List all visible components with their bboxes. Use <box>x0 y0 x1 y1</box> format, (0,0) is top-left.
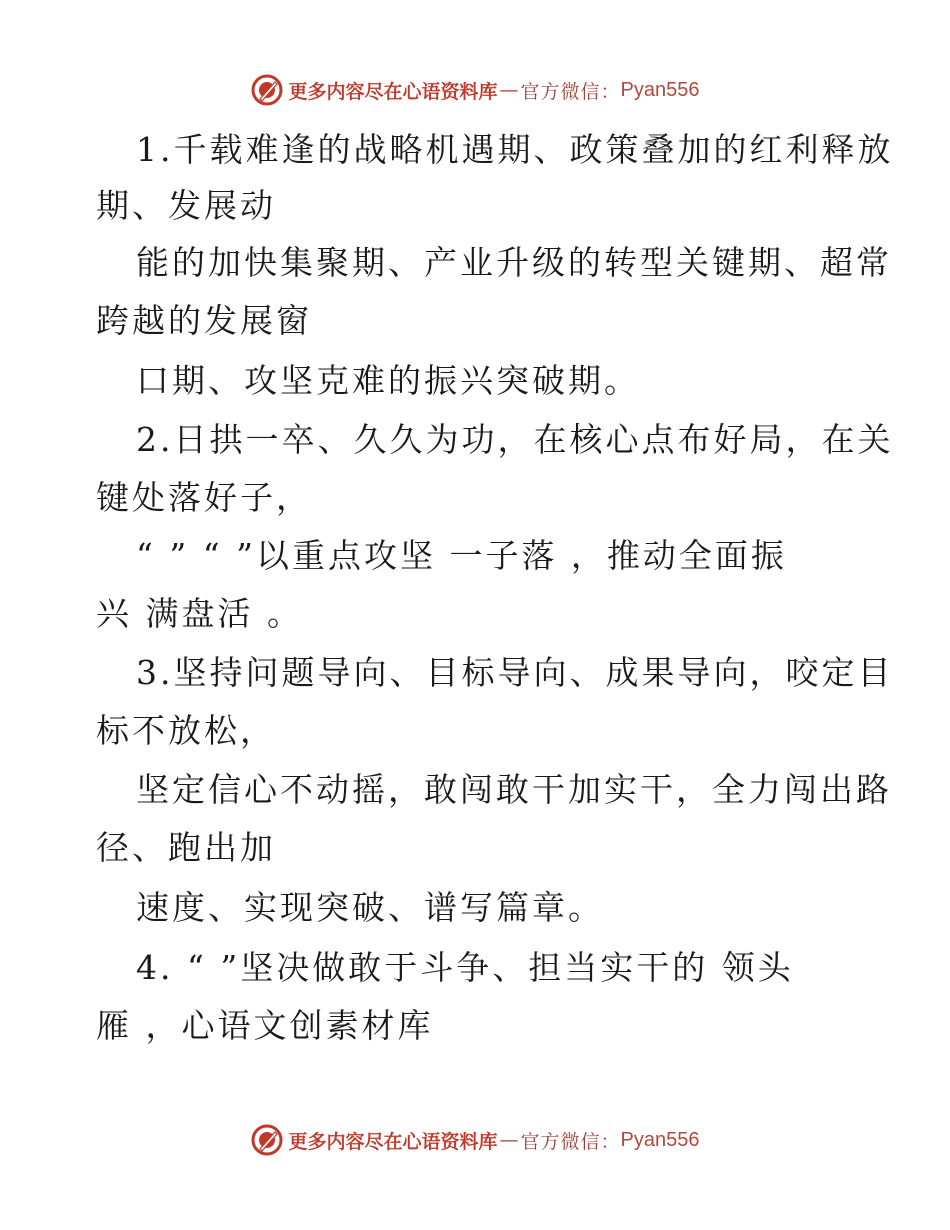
body-line: 兴 满盘活 。 <box>96 594 303 633</box>
body-line: 口期、攻坚克难的振兴突破期。 <box>136 361 640 400</box>
body-line: 期、发展动 <box>96 186 276 225</box>
body-line: 3.坚持问题导向、目标导向、成果导向，咬定目 <box>136 653 894 692</box>
body-line: “ ” “ ”以重点攻坚 一子落 ，推动全面振 <box>136 536 787 575</box>
body-line: 雁 ，心语文创素材库 <box>96 1006 434 1045</box>
footer-wechat-label: 官方微信： <box>520 1130 621 1153</box>
body-line: 1.千载难逢的战略机遇期、政策叠加的红利释放 <box>136 130 894 169</box>
header-dash: — <box>499 79 519 101</box>
header-banner <box>0 70 950 110</box>
body-line: 能的加快集聚期、产业升级的转型关键期、超常 <box>136 243 892 282</box>
quill-pen-logo-icon <box>251 1124 283 1156</box>
header-wechat-id: Pyan556 <box>620 78 700 101</box>
footer-dash: — <box>499 1129 519 1151</box>
footer-brand-text: 更多内容尽在心语资料库 <box>288 1130 498 1153</box>
body-line: 4. “ ”坚决做敢于斗争、担当实干的 领头 <box>136 948 794 987</box>
body-line: 标不放松， <box>96 711 276 750</box>
footer-wechat-id: Pyan556 <box>620 1128 700 1151</box>
body-line: 径、跑出加 <box>96 828 276 867</box>
footer-banner <box>0 1120 950 1160</box>
quill-pen-logo-icon <box>251 74 283 106</box>
body-line: 键处落好子， <box>96 478 312 517</box>
body-line: 跨越的发展窗 <box>96 301 312 340</box>
body-line: 坚定信心不动摇，敢闯敢干加实干，全力闯出路 <box>136 770 892 809</box>
body-line: 速度、实现突破、谱写篇章。 <box>136 888 604 927</box>
header-brand-text: 更多内容尽在心语资料库 <box>288 80 498 103</box>
body-line: 2.日拱一卒、久久为功，在核心点布好局，在关 <box>136 420 894 459</box>
header-wechat-label: 官方微信： <box>520 80 621 103</box>
